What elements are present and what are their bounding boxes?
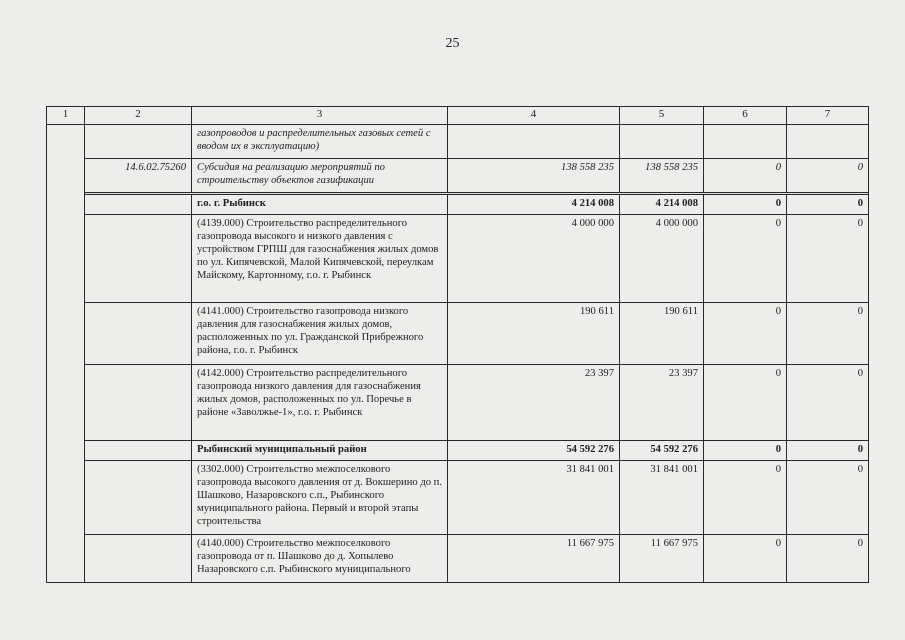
budget-table: [46, 106, 869, 583]
table-header-row: [47, 107, 869, 125]
cell-code: [85, 125, 192, 159]
cell-amount: 4 214 008: [448, 195, 620, 215]
cell-amount: [448, 125, 620, 159]
cell-description: (4139.000) Строительство распределительного газопровода высокого и низкого давления с устройством ГРПШ для газоснабжения жилых домов по ул. Кипячевской, Малой Кипячевской, переулкам Майскому, Картонному, г.о. г. Рыбинск: [192, 215, 448, 303]
cell-description: (4140.000) Строительство межпоселкового газопровода от п. Шашково до д. Хопылево Назаровского с.п. Рыбинского муниципального: [192, 535, 448, 583]
cell-amount: 54 592 276: [448, 441, 620, 461]
cell-amount: 54 592 276: [620, 441, 704, 461]
cell-description: (4141.000) Строительство газопровода низкого давления для газоснабжения жилых домов, расположенных по ул. Гражданской Прибрежного района, г.о. г. Рыбинск: [192, 303, 448, 365]
cell-amount: 0: [787, 461, 869, 535]
column-header: 1: [47, 107, 85, 125]
cell-amount: 23 397: [448, 365, 620, 441]
cell-amount: 0: [787, 535, 869, 583]
table-row: [47, 461, 869, 535]
column-header: 5: [620, 107, 704, 125]
cell-description: (4142.000) Строительство распределительного газопровода низкого давления для газоснабжения жилых домов, расположенных по ул. Поречье в районе «Заволжье-1», г.о. г. Рыбинск: [192, 365, 448, 441]
cell-amount: 0: [787, 195, 869, 215]
table-row: [47, 215, 869, 303]
column-header: 2: [85, 107, 192, 125]
cell-code: [85, 535, 192, 583]
cell-amount: 0: [787, 159, 869, 193]
table-row: [47, 159, 869, 193]
cell-amount: 0: [704, 365, 787, 441]
cell-amount: 0: [787, 215, 869, 303]
cell-code: [85, 441, 192, 461]
cell-amount: 0: [704, 195, 787, 215]
cell-amount: 138 558 235: [448, 159, 620, 193]
cell-amount: 138 558 235: [620, 159, 704, 193]
cell-description: Субсидия на реализацию мероприятий по строительству объектов газификации: [192, 159, 448, 193]
column-header: 3: [192, 107, 448, 125]
cell-amount: 0: [704, 303, 787, 365]
cell-amount: 31 841 001: [448, 461, 620, 535]
cell-code: 14.6.02.75260: [85, 159, 192, 193]
cell-amount: 4 000 000: [448, 215, 620, 303]
cell-amount: [787, 125, 869, 159]
cell-description: (3302.000) Строительство межпоселкового газопровода высокого давления от д. Вокшерино до п. Шашково, Назаровского с.п., Рыбинского муниципального района. Первый и второй этапы строительства: [192, 461, 448, 535]
cell-description: газопроводов и распределительных газовых сетей с вводом их в эксплуатацию): [192, 125, 448, 159]
cell-amount: 0: [787, 303, 869, 365]
table-row: [47, 303, 869, 365]
cell-amount: 0: [704, 215, 787, 303]
table-row: [47, 535, 869, 583]
cell-amount: 4 214 008: [620, 195, 704, 215]
cell-code: [85, 195, 192, 215]
cell-amount: 11 667 975: [620, 535, 704, 583]
cell-code: [85, 303, 192, 365]
cell-code: [85, 365, 192, 441]
cell-code: [85, 215, 192, 303]
cell-description: Рыбинский муниципальный район: [192, 441, 448, 461]
page-number: 25: [445, 36, 460, 51]
table-row: [47, 195, 869, 215]
table-row: [47, 365, 869, 441]
cell-description: г.о. г. Рыбинск: [192, 195, 448, 215]
cell-amount: 0: [704, 159, 787, 193]
cell-amount: [620, 125, 704, 159]
cell-code: [85, 461, 192, 535]
table-row: [47, 125, 869, 159]
cell-amount: 190 611: [448, 303, 620, 365]
cell-amount: 190 611: [620, 303, 704, 365]
column-header: 6: [704, 107, 787, 125]
cell-amount: 0: [704, 535, 787, 583]
cell-amount: 0: [787, 441, 869, 461]
cell-amount: 4 000 000: [620, 215, 704, 303]
cell-amount: 0: [704, 441, 787, 461]
cell-amount: 0: [787, 365, 869, 441]
cell-amount: 11 667 975: [448, 535, 620, 583]
table-row: [47, 441, 869, 461]
column-header: 4: [448, 107, 620, 125]
cell-col1: [47, 125, 85, 583]
cell-amount: [704, 125, 787, 159]
cell-amount: 31 841 001: [620, 461, 704, 535]
cell-amount: 23 397: [620, 365, 704, 441]
column-header: 7: [787, 107, 869, 125]
cell-amount: 0: [704, 461, 787, 535]
